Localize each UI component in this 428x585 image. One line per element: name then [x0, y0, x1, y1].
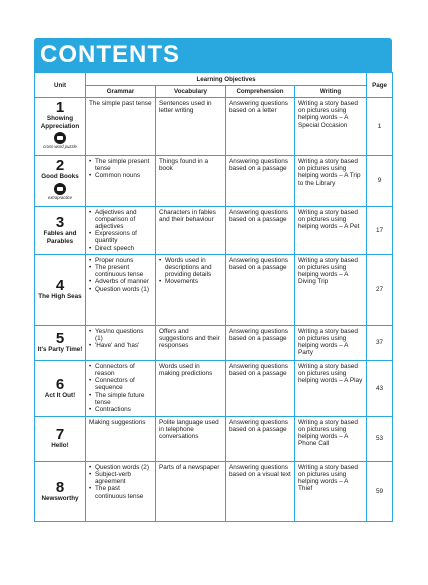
grammar-cell — [86, 325, 156, 360]
grammar-cell: The simple past tense — [86, 98, 156, 156]
vocabulary-item: • Movements — [159, 278, 222, 285]
grammar-item: • 'Have' and 'has' — [89, 342, 152, 349]
unit-name: Fables and Parables — [43, 230, 77, 245]
vocabulary-cell: Characters in fables and their behaviour — [156, 206, 226, 254]
unit-cell — [35, 254, 86, 325]
page-number: 9 — [367, 156, 393, 207]
page-number: 53 — [367, 416, 393, 461]
unit-number: 5 — [55, 330, 65, 348]
unit-name: Act It Out! — [44, 391, 76, 399]
unit-name: It's Party Time! — [37, 346, 83, 354]
unit-cell — [35, 98, 86, 156]
page-number: 43 — [367, 360, 393, 416]
vocabulary-cell: Words used in making predictions — [156, 360, 226, 416]
writing-cell: Writing a story based on pictures using helping words – A Diving Trip — [295, 254, 367, 325]
writing-cell: Writing a story based on pictures using helping words – A Pet — [295, 206, 367, 254]
grammar-item: • Expressions of quantity — [89, 230, 152, 244]
vocabulary-item: • Words used in descriptions and providing details — [159, 257, 222, 279]
table-row — [35, 416, 393, 461]
grammar-item: • Question words (1) — [89, 286, 152, 293]
table-row — [35, 325, 393, 360]
badge — [43, 132, 77, 149]
grammar-item: • Question words (2) — [89, 464, 152, 471]
unit-cell — [35, 461, 86, 521]
grammar-item: • Direct speech — [89, 245, 152, 252]
header-unit: Unit — [35, 73, 86, 98]
comprehension-cell: Answering questions based on a passage — [226, 416, 295, 461]
unit-cell — [35, 416, 86, 461]
extrapractice-badge-icon — [54, 183, 66, 195]
badge — [48, 183, 72, 200]
grammar-cell — [86, 254, 156, 325]
table-row — [35, 206, 393, 254]
table-row — [35, 254, 393, 325]
header-learning-objectives: Learning Objectives — [86, 73, 367, 86]
unit-name: The High Seas — [38, 293, 82, 301]
unit-cell — [35, 156, 86, 207]
comprehension-cell: Answering questions based on a passage — [226, 156, 295, 207]
grammar-item: • The present continuous tense — [89, 264, 152, 278]
vocabulary-cell: Sentences used in letter writing — [156, 98, 226, 156]
contents-table — [34, 72, 393, 522]
writing-cell: Writing a story based on pictures using helping words – A Party — [295, 325, 367, 360]
unit-number: 2 — [55, 157, 65, 174]
grammar-item: • The simple future tense — [89, 392, 152, 406]
grammar-item: • Adverbs of manner — [89, 278, 152, 285]
grammar-cell: Making suggestions — [86, 416, 156, 461]
comprehension-cell: Answering questions based on a visual text — [226, 461, 295, 521]
page-number: 1 — [367, 98, 393, 156]
page-number: 37 — [367, 325, 393, 360]
header-writing: Writing — [295, 86, 367, 98]
table-row — [35, 360, 393, 416]
unit-cell — [35, 325, 86, 360]
vocabulary-cell: Things found in a book — [156, 156, 226, 207]
header-comprehension: Comprehension — [226, 86, 295, 98]
contents-title: CONTENTS — [34, 38, 392, 72]
table-row — [35, 156, 393, 207]
comprehension-cell: Answering questions based on a passage — [226, 325, 295, 360]
writing-cell: Writing a story based on pictures using helping words – A Play — [295, 360, 367, 416]
unit-number: 7 — [55, 426, 65, 444]
unit-number: 6 — [55, 375, 65, 393]
grammar-item: • Adjectives and comparison of adjectives — [89, 209, 152, 231]
comprehension-cell: Answering questions based on a passage — [226, 254, 295, 325]
page-number: 27 — [367, 254, 393, 325]
header-grammar: Grammar — [86, 86, 156, 98]
writing-cell: Writing a story based on pictures using helping words – A Thief — [295, 461, 367, 521]
grammar-item: • Connectors of reason — [89, 363, 152, 377]
contents-page — [34, 38, 392, 522]
grammar-item: • Contractions — [89, 406, 152, 413]
grammar-item: • Proper nouns — [89, 257, 152, 264]
unit-number: 8 — [55, 478, 65, 496]
comprehension-cell: Answering questions based on a passage — [226, 360, 295, 416]
grammar-cell — [86, 156, 156, 207]
writing-cell: Writing a story based on pictures using helping words – A Phone Call — [295, 416, 367, 461]
unit-cell — [35, 360, 86, 416]
unit-name: Newsworthy — [41, 494, 79, 502]
writing-cell: Writing a story based on pictures using helping words – A Trip to the Library — [295, 156, 367, 207]
grammar-item: • Connectors of sequence — [89, 377, 152, 391]
grammar-item: • The simple present tense — [89, 158, 152, 172]
vocabulary-cell: Parts of a newspaper — [156, 461, 226, 521]
grammar-item: • Subject-verb agreement — [89, 471, 152, 485]
table-row — [35, 461, 393, 521]
vocabulary-cell: Polite language used in telephone conversations — [156, 416, 226, 461]
crossword-badge-icon — [54, 132, 66, 144]
grammar-item: • Common nouns — [89, 172, 152, 179]
table-row — [35, 98, 393, 156]
grammar-cell — [86, 360, 156, 416]
unit-name: Good Books — [41, 173, 79, 180]
header-vocabulary: Vocabulary — [156, 86, 226, 98]
grammar-item: • Yes/no questions (1) — [89, 328, 152, 342]
grammar-cell — [86, 206, 156, 254]
unit-cell — [35, 206, 86, 254]
badge-label: extrapractice — [48, 194, 72, 200]
unit-number: 3 — [55, 214, 65, 232]
badge-label: cross-word puzzle — [43, 144, 77, 149]
header-page: Page — [367, 73, 393, 98]
page-number: 17 — [367, 206, 393, 254]
unit-name: Showing Appreciation — [40, 115, 80, 130]
comprehension-cell: Answering questions based on a letter — [226, 98, 295, 156]
unit-number: 4 — [55, 277, 65, 295]
vocabulary-cell — [156, 254, 226, 325]
grammar-cell — [86, 461, 156, 521]
comprehension-cell: Answering questions based on a passage — [226, 206, 295, 254]
page-number: 59 — [367, 461, 393, 521]
vocabulary-cell: Offers and suggestions and their responses — [156, 325, 226, 360]
grammar-item: • The past continuous tense — [89, 485, 152, 499]
unit-name: Hello! — [51, 442, 69, 450]
unit-number: 1 — [55, 99, 65, 116]
writing-cell: Writing a story based on pictures using helping words – A Special Occasion — [295, 98, 367, 156]
